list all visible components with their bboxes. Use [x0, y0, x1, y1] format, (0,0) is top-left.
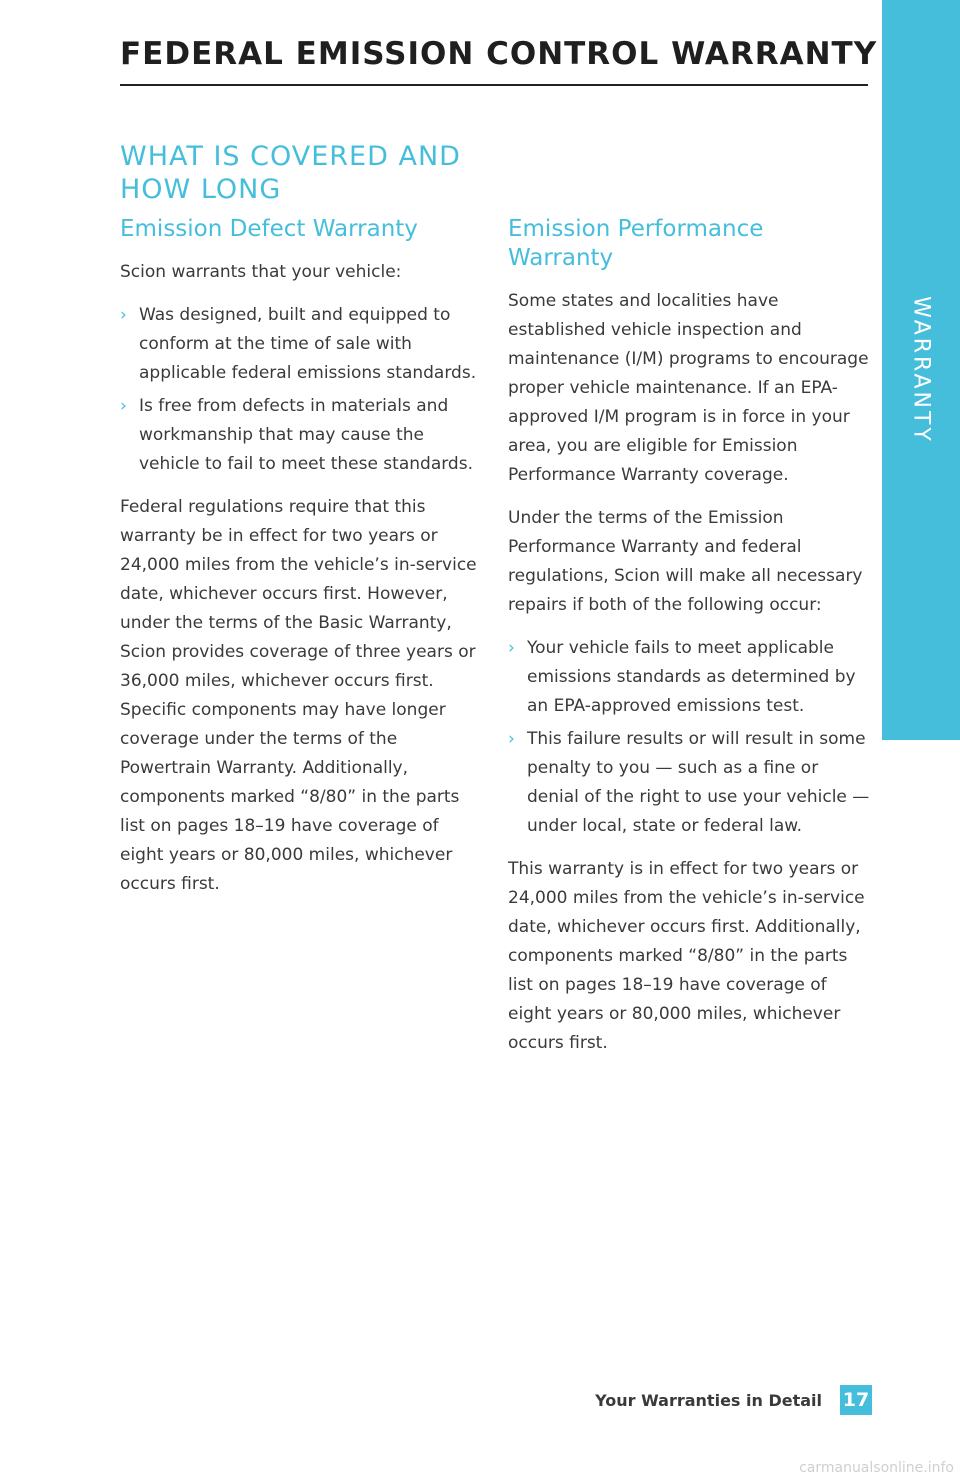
performance-para-3: This warranty is in effect for two years or 24,000 miles from the vehicle’s in-service date, whichever occurs first. Additionally, components marked “8/80” in the parts list on pages 18–19 have coverage of eight years or 80,000 miles, whichever occurs first.	[508, 859, 865, 1053]
side-tab-label: WARRANTY	[908, 296, 934, 444]
emission-defect-heading: Emission Defect Warranty	[120, 216, 418, 242]
left-column	[120, 215, 482, 913]
chevron-right-icon: ›	[120, 396, 127, 416]
chevron-right-icon: ›	[508, 638, 515, 658]
header-divider	[120, 84, 868, 86]
list-item	[508, 634, 870, 721]
list-item	[120, 301, 482, 388]
performance-bullet-list	[508, 634, 870, 841]
footer-label: Your Warranties in Detail	[595, 1391, 822, 1410]
bullet-text: Your vehicle fails to meet applicable emissions standards as determined by an EPA-approved emissions test.	[527, 638, 856, 716]
side-tab	[882, 0, 960, 740]
emission-performance-heading: Emission Performance Warranty	[508, 216, 764, 271]
bullet-text: This failure results or will result in some penalty to you — such as a fine or denial of the right to use your vehicle — under local, state or federal law.	[527, 729, 870, 836]
right-column	[508, 215, 870, 1072]
defect-bullet-list	[120, 301, 482, 479]
page-title: FEDERAL EMISSION CONTROL WARRANTY	[120, 36, 878, 72]
defect-body: Federal regulations require that this warranty be in effect for two years or 24,000 miles from the vehicle’s in-service date, whichever occurs first. However, under the terms of the Basic Warranty, Scion provides coverage of three years or 36,000 miles, whichever occurs first. Specific components may have longer coverage under the terms of the Powertrain Warranty. Additionally, components marked “8/80” in the parts list on pages 18–19 have coverage of eight years or 80,000 miles, whichever occurs first.	[120, 497, 477, 894]
bullet-text: Was designed, built and equipped to conform at the time of sale with applicable federal emissions standards.	[139, 305, 477, 383]
watermark: carmanualsonline.info	[799, 1460, 954, 1476]
performance-para-1: Some states and localities have established vehicle inspection and maintenance (I/M) programs to encourage proper vehicle maintenance. If an EPA-approved I/M program is in force in your area, you are eligible for Emission Performance Warranty coverage.	[508, 291, 869, 485]
chevron-right-icon: ›	[508, 729, 515, 749]
page-number: 17	[840, 1385, 872, 1415]
defect-intro: Scion warrants that your vehicle:	[120, 262, 402, 282]
performance-para-2: Under the terms of the Emission Performance Warranty and federal regulations, Scion will make all necessary repairs if both of the following occur:	[508, 508, 863, 615]
list-item	[508, 725, 870, 841]
bullet-text: Is free from defects in materials and workmanship that may cause the vehicle to fail to meet these standards.	[139, 396, 473, 474]
chevron-right-icon: ›	[120, 305, 127, 325]
section-title: WHAT IS COVERED AND HOW LONG	[120, 141, 461, 205]
list-item	[120, 392, 482, 479]
